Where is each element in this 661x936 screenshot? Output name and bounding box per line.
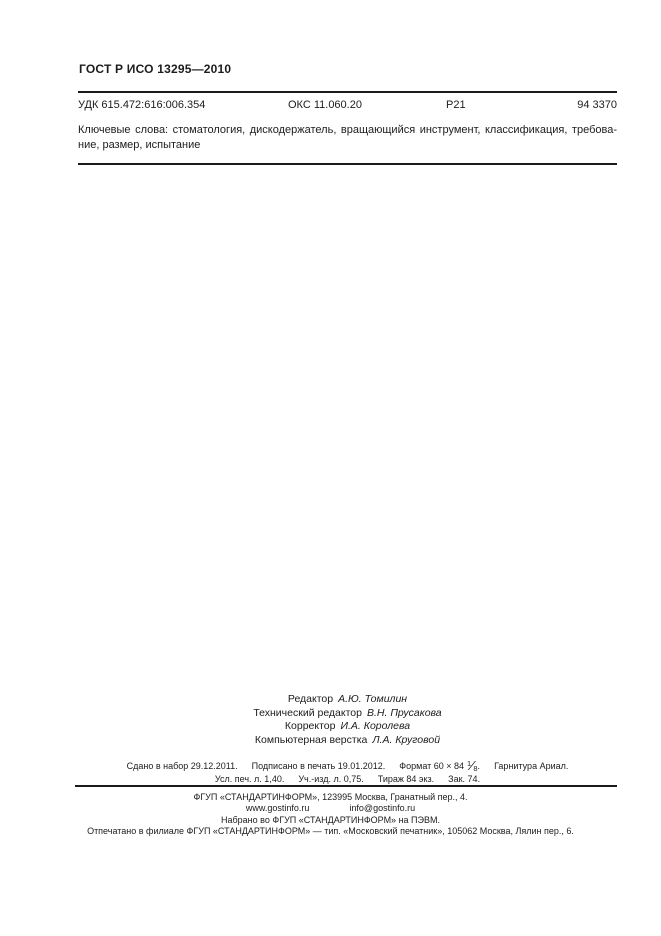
- publishing-sheets: Уч.-изд. л. 0,75.: [298, 774, 364, 784]
- sent-to-set-date: Сдано в набор 29.12.2011.: [126, 761, 238, 771]
- credit-label: Технический редактор: [253, 706, 362, 719]
- keywords-line-2: ние, размер, испытание: [78, 139, 201, 151]
- classification-row: [78, 99, 617, 113]
- typeset-info-line-1: [78, 760, 617, 771]
- typeface-name: Гарнитура Ариал.: [494, 761, 569, 771]
- publisher-website: www.gostinfo.ru: [245, 803, 310, 814]
- keywords-line-1: Ключевые слова: стоматология, дискодержатель, вращающийся инструмент, классификация, требова-: [78, 124, 617, 136]
- credit-label: Редактор: [287, 693, 334, 705]
- udk-number: УДК 615.472:616:006.354: [78, 99, 206, 111]
- credit-name: В.Н. Прусакова: [366, 706, 442, 719]
- credit-name: А.Ю. Томилин: [338, 693, 408, 705]
- publisher-block: [38, 792, 623, 837]
- oks-code: ОКС 11.060.20: [288, 99, 362, 111]
- circulation-count: Тираж 84 экз.: [377, 774, 435, 784]
- credit-label: Компьютерная верстка: [254, 733, 368, 746]
- typeset-info-line-2: [78, 774, 617, 784]
- publisher-typeset-note: Набрано во ФГУП «СТАНДАРТИНФОРМ» на ПЭВМ.: [221, 814, 440, 825]
- credit-row-proofreader: [78, 720, 617, 734]
- publisher-address: ФГУП «СТАНДАРТИНФОРМ», 123995 Москва, Гранатный пер., 4.: [193, 792, 468, 802]
- doc-code-header: ГОСТ Р ИСО 13295—2010: [79, 62, 232, 76]
- catalog-code: 94 3370: [577, 99, 617, 111]
- credit-label: Корректор: [284, 720, 336, 732]
- publisher-contacts: [38, 803, 623, 814]
- format-fraction: 1 ⁄ 8: [467, 758, 478, 773]
- credit-row-editor: [78, 693, 617, 707]
- header-rule: [78, 91, 617, 93]
- okp-group-code: Р21: [446, 99, 466, 111]
- conditional-print-sheets: Усл. печ. л. 1,40.: [214, 774, 285, 784]
- publisher-print-note: Отпечатано в филиале ФГУП «СТАНДАРТИНФОРМ» — тип. «Московский печатник», 105062 Москва, Лялин пер., 6.: [87, 825, 574, 836]
- credit-name: И.А. Королева: [340, 720, 411, 732]
- credit-name: Л.А. Круговой: [372, 733, 441, 746]
- keywords-paragraph: [78, 123, 617, 153]
- signed-to-print-date: Подписано в печать 19.01.2012.: [251, 761, 386, 771]
- credit-row-layout: [78, 734, 617, 748]
- imprint-rule: [75, 785, 617, 787]
- order-number: Зак. 74.: [448, 774, 481, 784]
- publisher-email: info@gostinfo.ru: [349, 803, 416, 814]
- paper-format: Формат 60 × 84 1 ⁄ 8 .: [399, 758, 481, 773]
- credit-row-technical-editor: [78, 707, 617, 721]
- keywords-bottom-rule: [78, 163, 617, 165]
- editorial-credits: [78, 693, 617, 747]
